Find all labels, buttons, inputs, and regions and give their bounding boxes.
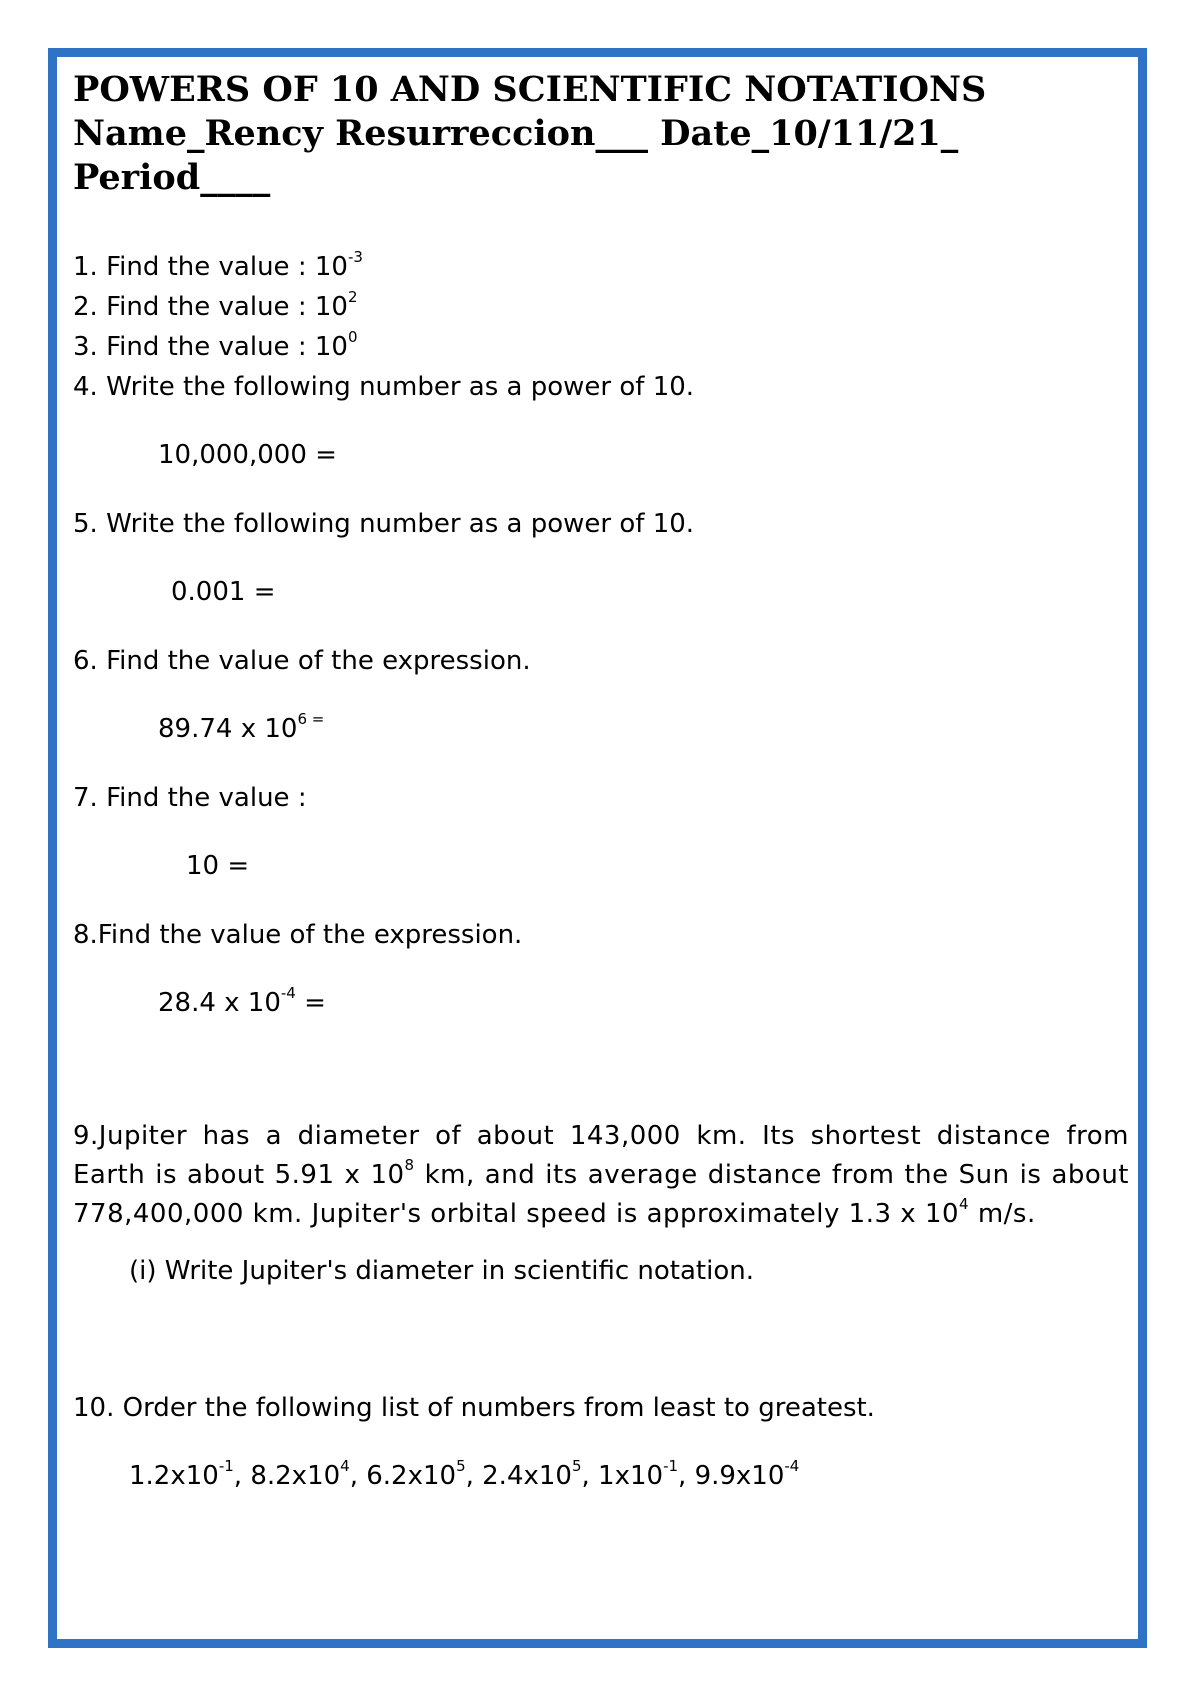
question-3 [73, 330, 357, 364]
question-6-work [158, 712, 324, 746]
question-8-exponent: -4 [280, 984, 296, 1002]
question-2-text: 2. Find the value : 10 [73, 292, 348, 322]
question-5-prompt: 5. Write the following number as a power of 10. [73, 509, 695, 539]
question-8-equals: = [295, 988, 326, 1018]
question-1-exponent: -3 [347, 248, 363, 266]
question-5-work: 0.001 = [171, 577, 276, 607]
question-8-prompt: 8.Find the value of the expression. [73, 920, 523, 950]
list-item: $9.9x10^{-4}$ [694, 1457, 800, 1491]
question-10-prompt: 10. Order the following list of numbers from least to greatest. [73, 1393, 875, 1423]
list-item: $6.2x10^5$, [366, 1457, 483, 1491]
question-8-work [158, 986, 326, 1020]
list-item: $1.2x10^{-1}$, [129, 1457, 251, 1491]
question-9-part-2: km, and its average distance from the Sun is about 778,400,000 km. Jupiter's orbital speed is approximately 1.3 x 10 [73, 1160, 1129, 1229]
list-item: $2.4x10^5$, [482, 1457, 599, 1491]
question-9-exponent-1: 8 [404, 1156, 415, 1174]
question-10-number-list [129, 1459, 799, 1493]
worksheet-header [73, 68, 1133, 200]
period-line: Period____ [73, 157, 271, 198]
question-2-exponent: 2 [347, 288, 358, 306]
question-6-exponent: 6 = [297, 710, 325, 728]
list-item: $1x10^{-1}$, [598, 1457, 695, 1491]
question-4-work: 10,000,000 = [158, 440, 337, 470]
question-9-passage [73, 1117, 1129, 1234]
question-9-part-3: m/s. [969, 1199, 1036, 1229]
list-item: $8.2x10^4$, [250, 1457, 367, 1491]
question-1-text: 1. Find the value : 10 [73, 252, 348, 282]
question-7-work: 10 = [186, 851, 250, 881]
question-8-base: 28.4 x 10 [158, 988, 281, 1018]
question-4-prompt: 4. Write the following number as a power of 10. [73, 372, 695, 402]
question-9-exponent-2: 4 [959, 1195, 970, 1213]
question-6-base: 89.74 x 10 [158, 714, 298, 744]
worksheet [73, 68, 1133, 1491]
question-3-exponent: 0 [347, 328, 358, 346]
question-9-part-1: 9.Jupiter has a diameter of about 143,000 km. Its shortest distance from Earth is about 5.91 x 10 [73, 1121, 1129, 1190]
worksheet-title: POWERS OF 10 AND SCIENTIFIC NOTATIONS [73, 69, 987, 110]
question-2 [73, 290, 357, 324]
name-date-line: Name_Rency Resurreccion___ Date_10/11/21_ [73, 113, 959, 154]
question-3-text: 3. Find the value : 10 [73, 332, 348, 362]
question-9-subpart-i: (i) Write Jupiter's diameter in scientific notation. [129, 1256, 754, 1286]
question-1 [73, 250, 363, 284]
question-6-prompt: 6. Find the value of the expression. [73, 646, 531, 676]
question-7-prompt: 7. Find the value : [73, 783, 307, 813]
